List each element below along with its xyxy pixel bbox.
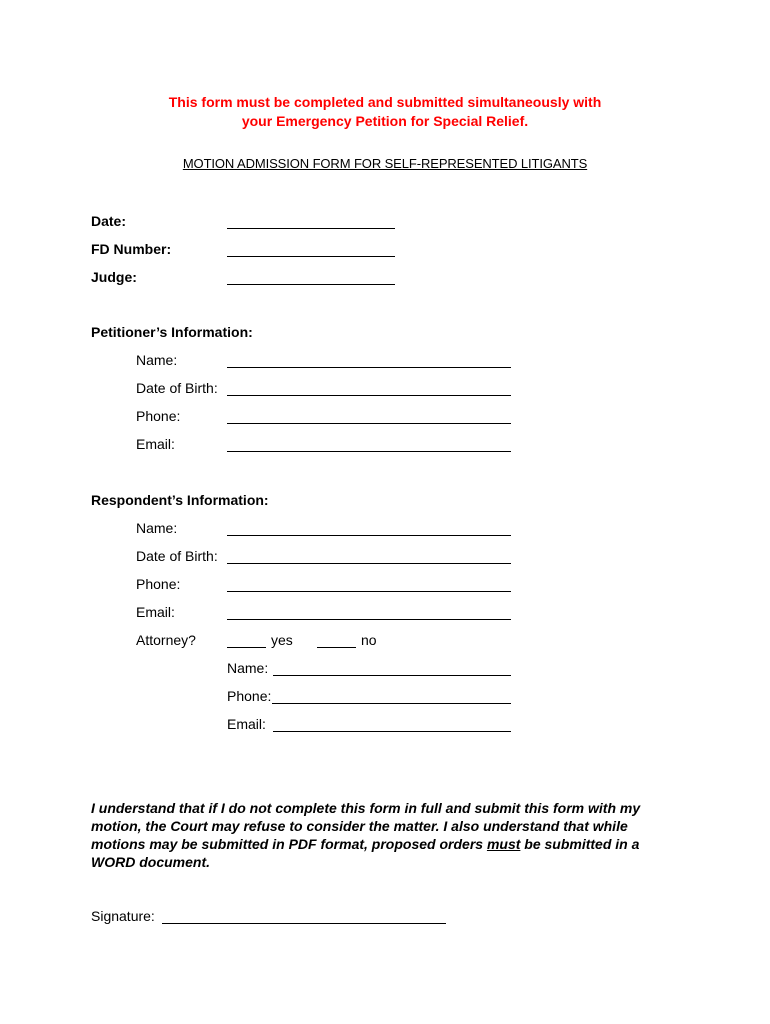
petitioner-email-label: Email: — [136, 436, 175, 452]
acknowledgement-text-1: I understand that if I do not complete this form in full and submit this form with my motion, the Court may refuse to consider the matter. I also understand that while motions may be submitted in PDF format, proposed orders — [91, 800, 641, 852]
respondent-phone-field[interactable] — [227, 591, 511, 592]
petitioner-phone-label: Phone: — [136, 408, 181, 424]
notice-line-2: your Emergency Petition for Special Relief. — [241, 113, 529, 129]
form-title: MOTION ADMISSION FORM FOR SELF-REPRESENTED LITIGANTS — [182, 156, 588, 171]
attorney-phone-field[interactable] — [272, 703, 511, 704]
date-field[interactable] — [227, 228, 395, 229]
respondent-email-label: Email: — [136, 604, 175, 620]
petitioner-phone-field[interactable] — [227, 423, 511, 424]
petitioner-dob-label: Date of Birth: — [136, 380, 218, 396]
attorney-email-field[interactable] — [273, 731, 511, 732]
acknowledgement-must: must — [486, 836, 521, 852]
signature-label: Signature: — [91, 908, 155, 924]
acknowledgement-text-2: be submitted in a WORD document. — [91, 836, 640, 870]
petitioner-email-field[interactable] — [227, 451, 511, 452]
petitioner-heading: Petitioner’s Information: — [91, 324, 253, 340]
respondent-heading: Respondent’s Information: — [91, 492, 269, 508]
signature-field[interactable] — [162, 923, 446, 924]
attorney-label: Attorney? — [136, 632, 196, 648]
fd-number-label: FD Number: — [91, 241, 172, 257]
attorney-no-field[interactable] — [317, 647, 356, 648]
respondent-phone-label: Phone: — [136, 576, 181, 592]
respondent-name-label: Name: — [136, 520, 178, 536]
respondent-dob-label: Date of Birth: — [136, 548, 218, 564]
date-label: Date: — [91, 213, 127, 229]
petitioner-name-label: Name: — [136, 352, 178, 368]
respondent-dob-field[interactable] — [227, 563, 511, 564]
notice-line-1: This form must be completed and submitted simultaneously with — [168, 94, 602, 110]
judge-label: Judge: — [91, 269, 137, 285]
judge-field[interactable] — [227, 284, 395, 285]
attorney-no-label: no — [361, 632, 377, 648]
respondent-email-field[interactable] — [227, 619, 511, 620]
attorney-phone-label: Phone: — [227, 688, 272, 704]
acknowledgement-statement — [91, 799, 671, 871]
respondent-name-field[interactable] — [227, 535, 511, 536]
submission-notice — [0, 93, 770, 131]
attorney-name-field[interactable] — [273, 675, 511, 676]
attorney-yes-field[interactable] — [227, 647, 266, 648]
attorney-email-label: Email: — [227, 716, 266, 732]
attorney-yes-label: yes — [271, 632, 293, 648]
petitioner-dob-field[interactable] — [227, 395, 511, 396]
petitioner-name-field[interactable] — [227, 367, 511, 368]
fd-number-field[interactable] — [227, 256, 395, 257]
attorney-name-label: Name: — [227, 660, 269, 676]
